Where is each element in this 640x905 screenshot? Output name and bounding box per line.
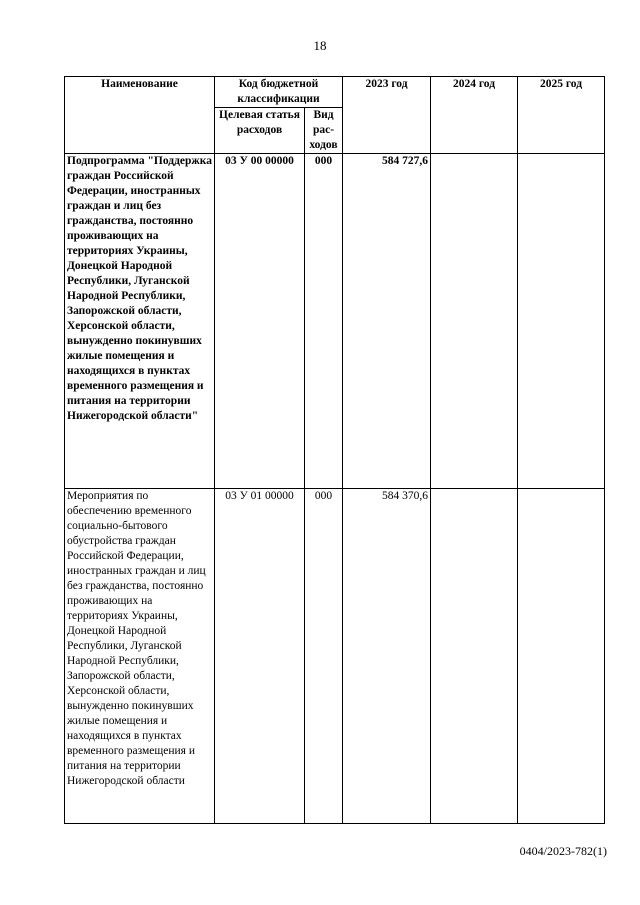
row-2024-value — [431, 154, 518, 489]
name-column-header: Наименование — [65, 77, 215, 154]
row-name: Мероприятия по обеспечению временного социально-бытового обустройства граждан Российской Федерации, иностранных граждан и лиц без гражданства, постоянно проживающих на территориях Украины, Донецкой Народной Республики, Луганской Народной Республики, Запорожской области, Херсонской области, вынужденно покинувших жилые помещения и находящихся в пунктах временного размещения и питания на территории Нижегородской области — [65, 489, 215, 824]
budget-table — [64, 76, 605, 824]
year-2024-header: 2024 год — [431, 77, 518, 154]
document-code: 0404/2023-782(1) — [519, 844, 607, 858]
budget-code-header: Код бюджетной классификации — [215, 77, 343, 108]
row-expense-type: 000 — [305, 154, 343, 489]
expense-type-header: Вид рас-ходов — [305, 108, 343, 154]
table-row — [65, 154, 605, 489]
table-row — [65, 489, 605, 824]
year-2025-header: 2025 год — [518, 77, 605, 154]
header-row-1 — [65, 77, 605, 108]
target-item-header: Целевая статья расходов — [215, 108, 305, 154]
row-2023-value: 584 370,6 — [343, 489, 431, 824]
row-2023-value: 584 727,6 — [343, 154, 431, 489]
year-2023-header: 2023 год — [343, 77, 431, 154]
row-name: Подпрограмма "Поддержка граждан Российской Федерации, иностранных граждан и лиц без гражданства, постоянно проживающих на территориях Украины, Донецкой Народной Республики, Луганской Народной Республики, Запорожской области, Херсонской области, вынужденно покинувших жилые помещения и находящихся в пунктах временного размещения и питания на территории Нижегородской области" — [65, 154, 215, 489]
row-2025-value — [518, 489, 605, 824]
row-2024-value — [431, 489, 518, 824]
row-expense-type: 000 — [305, 489, 343, 824]
row-target-item: 03 У 00 00000 — [215, 154, 305, 489]
row-2025-value — [518, 154, 605, 489]
row-target-item: 03 У 01 00000 — [215, 489, 305, 824]
page-number: 18 — [313, 38, 327, 53]
